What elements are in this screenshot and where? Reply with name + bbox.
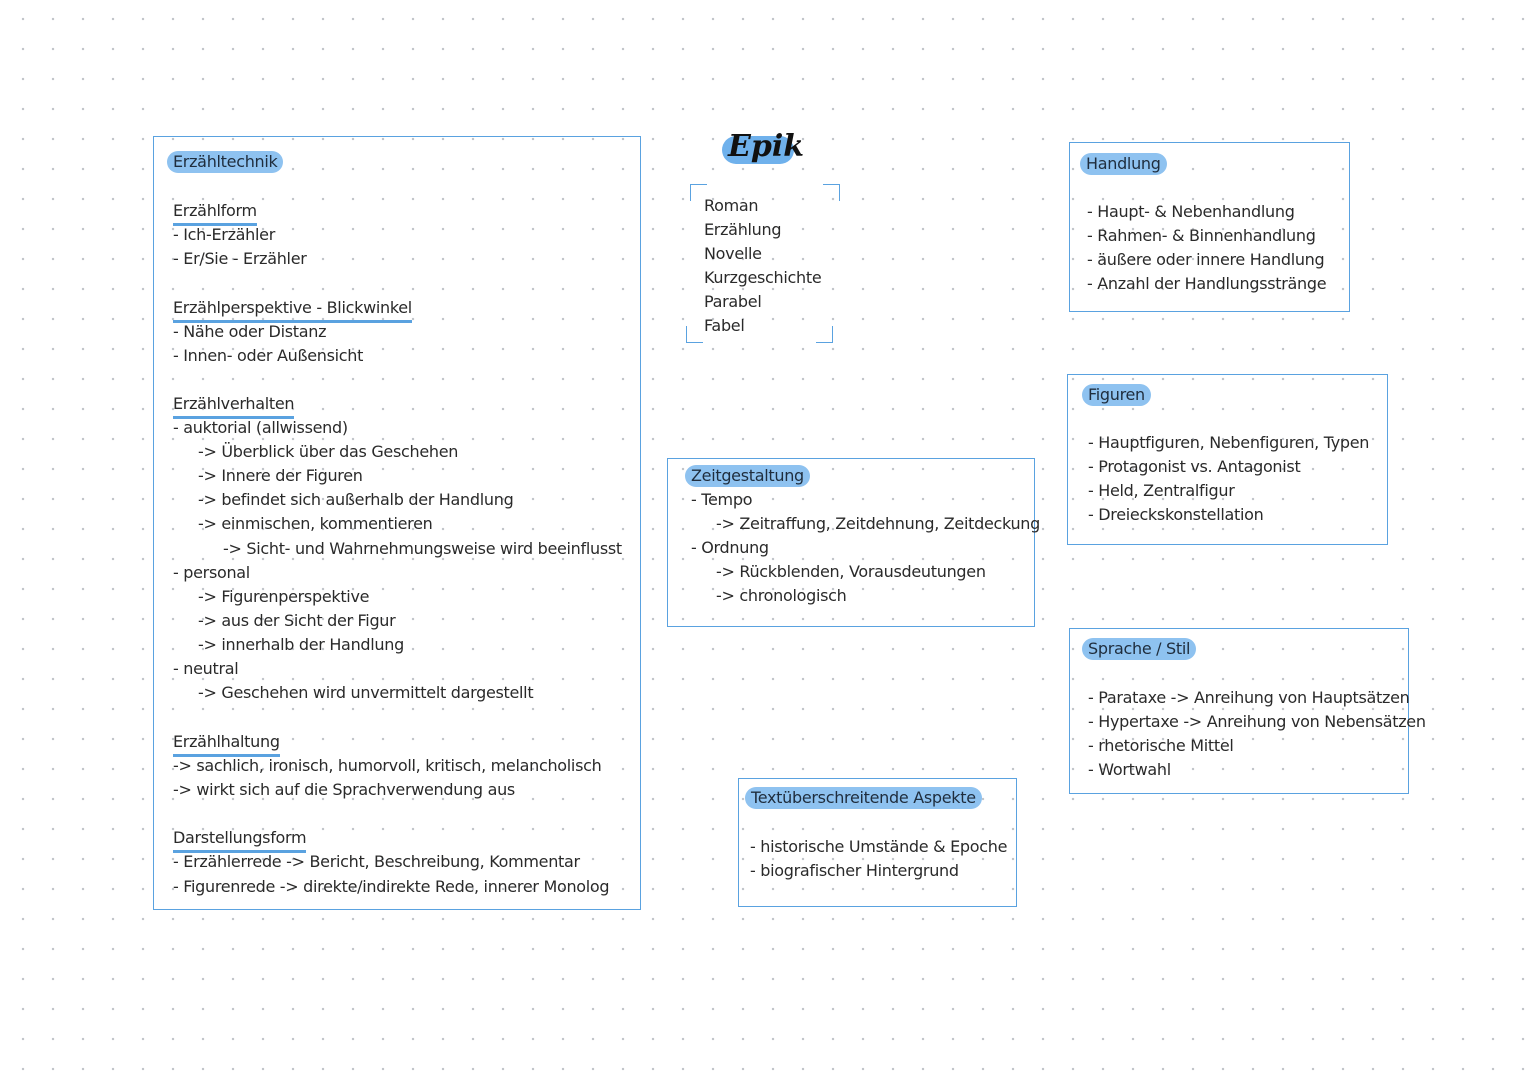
genre-item: Kurzgeschichte [704,268,822,287]
genre-item: Erzählung [704,220,782,239]
handlung-item: - äußere oder innere Handlung [1087,250,1325,269]
textueberschreitend-item: - historische Umstände & Epoche [750,837,1008,856]
erzaehlform-heading: Erzählform [173,199,257,226]
bracket-top-right [823,184,840,201]
bracket-bottom-right [816,326,833,343]
genre-item: Fabel [704,316,745,335]
erzaehltechnik-label: Erzähltechnik [167,151,283,173]
erzaehlverhalten-item: - neutral [173,659,239,678]
figuren-item: - Held, Zentralfigur [1088,481,1235,500]
handlung-item: - Anzahl der Handlungsstränge [1087,274,1327,293]
darstellungsform-heading: Darstellungsform [173,826,306,853]
handlung-label: Handlung [1080,153,1167,175]
zeitgestaltung-item: -> chronologisch [716,586,847,605]
handlung-item: - Rahmen- & Binnenhandlung [1087,226,1316,245]
erzaehlverhalten-item: -> innerhalb der Handlung [198,635,404,654]
erzaehlform-item: - Er/Sie - Erzähler [173,249,307,268]
genre-item: Novelle [704,244,762,263]
textueberschreitend-item: - biografischer Hintergrund [750,861,959,880]
figuren-item: - Hauptfiguren, Nebenfiguren, Typen [1088,433,1370,452]
handlung-item: - Haupt- & Nebenhandlung [1087,202,1295,221]
erzaehlverhalten-item: -> Geschehen wird unvermittelt dargestellt [198,683,534,702]
darstellungsform-item: - Erzählerrede -> Bericht, Beschreibung, Kommentar [173,852,580,871]
erzaehlverhalten-item: -> Überblick über das Geschehen [198,442,459,461]
erzaehlperspektive-item: - Nähe oder Distanz [173,322,327,341]
sprache-item: - Parataxe -> Anreihung von Hauptsätzen [1088,688,1410,707]
figuren-item: - Dreieckskonstellation [1088,505,1264,524]
erzaehlverhalten-item: - auktorial (allwissend) [173,418,348,437]
erzaehlverhalten-item: -> befindet sich außerhalb der Handlung [198,490,514,509]
textueberschreitend-label: Textüberschreitende Aspekte [745,787,982,809]
figuren-label: Figuren [1082,384,1151,406]
erzaehlhaltung-item: -> wirkt sich auf die Sprachverwendung aus [173,780,515,799]
erzaehlverhalten-item: -> einmischen, kommentieren [198,514,433,533]
erzaehlverhalten-heading: Erzählverhalten [173,392,294,419]
darstellungsform-item: - Figurenrede -> direkte/indirekte Rede, innerer Monolog [173,877,610,896]
erzaehlhaltung-item: -> sachlich, ironisch, humorvoll, kritisch, melancholisch [173,756,602,775]
erzaehlverhalten-item: -> aus der Sicht der Figur [198,611,396,630]
page-title [722,128,805,168]
genre-item: Parabel [704,292,762,311]
genre-item: Roman [704,196,759,215]
erzaehlverhalten-item: - personal [173,563,250,582]
erzaehlhaltung-heading: Erzählhaltung [173,730,280,757]
sprache-item: - rhetorische Mittel [1088,736,1234,755]
zeitgestaltung-item: - Tempo [691,490,753,509]
sprache-item: - Hypertaxe -> Anreihung von Nebensätzen [1088,712,1426,731]
erzaehlverhalten-item: -> Sicht- und Wahrnehmungsweise wird beeinflusst [223,539,622,558]
erzaehlform-item: - Ich-Erzähler [173,225,275,244]
title-text: Epik [728,129,805,164]
zeitgestaltung-label: Zeitgestaltung [685,465,810,487]
erzaehlverhalten-item: -> Figurenperspektive [198,587,370,606]
zeitgestaltung-item: -> Zeitraffung, Zeitdehnung, Zeitdeckung [716,514,1040,533]
erzaehlperspektive-item: - Innen- oder Außensicht [173,346,364,365]
figuren-item: - Protagonist vs. Antagonist [1088,457,1301,476]
sprache-label: Sprache / Stil [1082,638,1196,660]
zeitgestaltung-item: - Ordnung [691,538,769,557]
bracket-bottom-left [686,326,703,343]
erzaehlperspektive-heading: Erzählperspektive - Blickwinkel [173,296,412,323]
zeitgestaltung-item: -> Rückblenden, Vorausdeutungen [716,562,986,581]
erzaehlverhalten-item: -> Innere der Figuren [198,466,363,485]
sprache-item: - Wortwahl [1088,760,1171,779]
